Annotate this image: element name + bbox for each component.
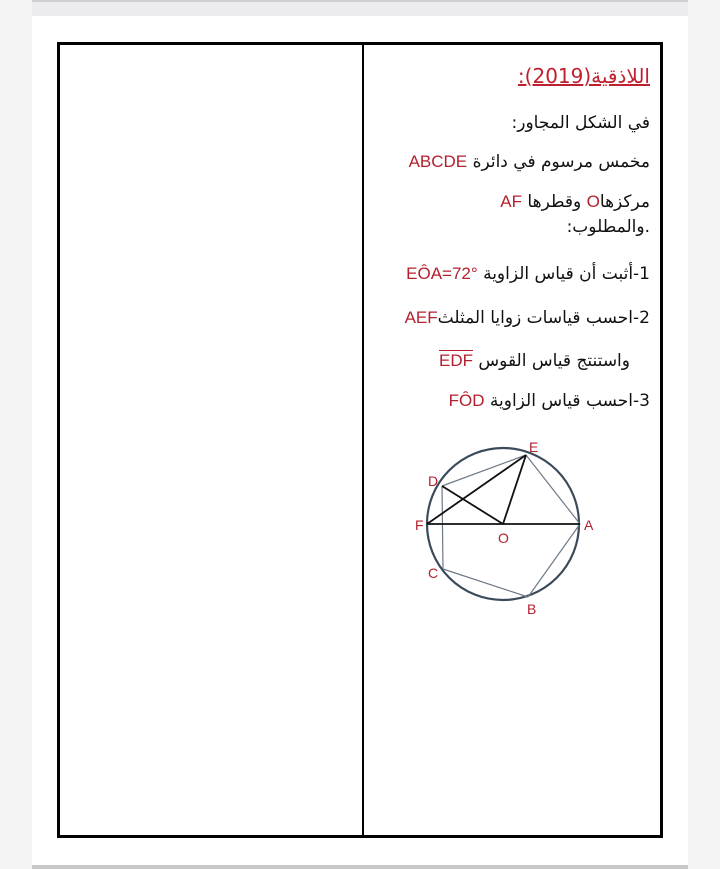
statement-line-3: مركزهاO وقطرها AF	[500, 192, 650, 212]
pentagon-circle-diagram	[400, 430, 620, 620]
statement-line-2: ABCDE مخمس مرسوم في دائرة	[408, 152, 650, 172]
arc-edf: EDF	[439, 351, 474, 370]
question-2-continuation: واستنتج قياس القوس EDF	[439, 351, 630, 371]
page-bottom-edge	[32, 865, 688, 869]
label-b: B	[527, 601, 537, 617]
statement-line-1: في الشكل المجاور:	[511, 113, 650, 133]
triangle-aef: AEF	[404, 308, 438, 327]
angle-eoa: EÔA=72°	[406, 264, 478, 283]
label-e: E	[529, 439, 539, 455]
center-name: O	[586, 192, 600, 211]
question-1: 1-أثبت أن قياس الزاوية EÔA=72°	[406, 264, 650, 284]
required-label: .والمطلوب:	[566, 217, 650, 237]
answer-column	[60, 45, 362, 835]
label-f: F	[415, 517, 424, 533]
label-c: C	[428, 565, 439, 581]
viewer-top-bar	[32, 0, 688, 16]
label-a: A	[584, 517, 594, 533]
construction-lines	[427, 455, 580, 524]
pentagon-name: ABCDE	[408, 152, 468, 171]
diameter-name: AF	[500, 192, 523, 211]
exercise-title: اللاذقية(2019):	[517, 64, 650, 88]
angle-fod: FÔD	[448, 391, 485, 410]
label-d: D	[428, 473, 439, 489]
question-3: 3-احسب قياس الزاوية FÔD	[448, 391, 650, 411]
question-2: 2-احسب قياسات زوايا المثلثAEF	[404, 308, 650, 328]
label-o: O	[498, 530, 509, 546]
point-labels	[415, 439, 594, 617]
